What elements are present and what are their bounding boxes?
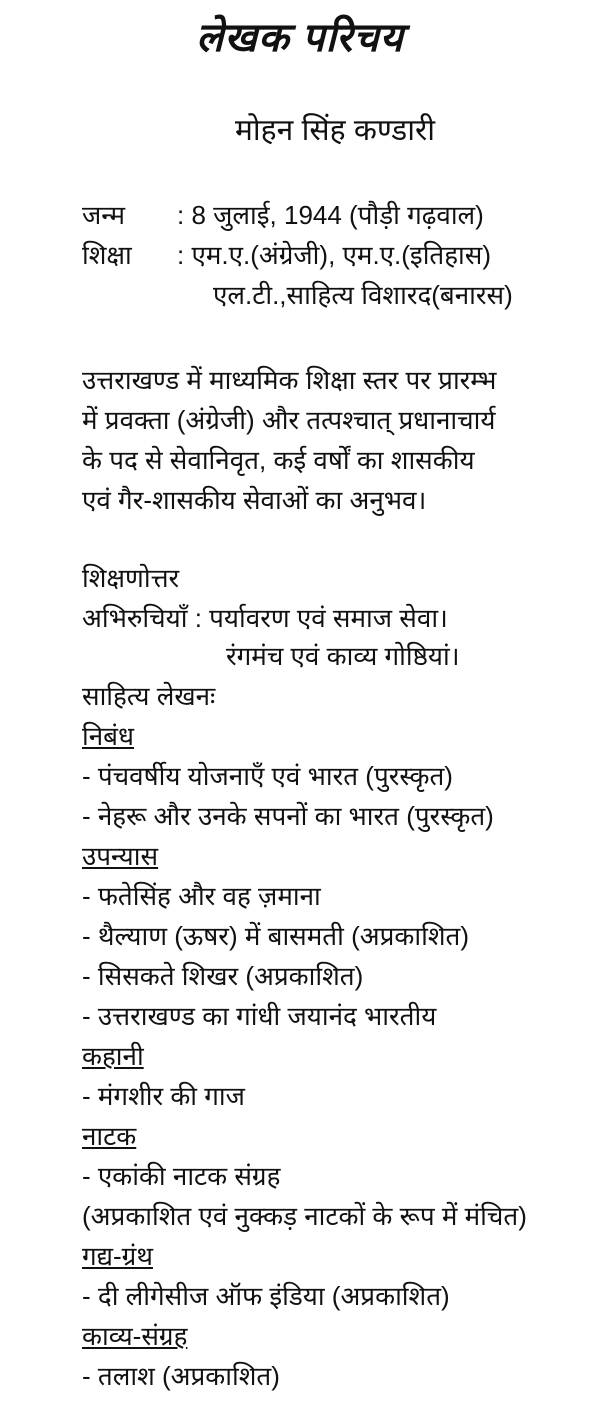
section-item: - तलाश (अप्रकाशित)	[82, 1361, 280, 1391]
post-education-label: शिक्षणोत्तर	[82, 563, 180, 593]
bio-line: में प्रवक्ता (अंग्रेजी) और तत्पश्चात् प्रधानाचार्य	[82, 405, 496, 435]
writing-heading: साहित्य लेखनः	[82, 681, 216, 711]
section-item: - थैल्याण (ऊषर) में बासमती (अप्रकाशित)	[82, 921, 469, 951]
bio-line: उत्तराखण्ड में माध्यमिक शिक्षा स्तर पर प्रारम्भ	[82, 365, 497, 395]
education-value-2: एल.टी.,साहित्य विशारद(बनारस)	[213, 280, 513, 310]
birth-label: जन्म	[82, 200, 126, 230]
interests-row	[82, 598, 448, 638]
bio-line: के पद से सेवानिवृत, कई वर्षों का शासकीय	[82, 445, 475, 475]
birth-row	[82, 195, 484, 235]
section-heading: काव्य-संग्रह	[82, 1321, 188, 1351]
section-heading: उपन्यास	[82, 841, 159, 871]
author-name: मोहन सिंह कण्डारी	[234, 114, 436, 147]
section-item: - पंचवर्षीय योजनाएँ एवं भारत (पुरस्कृत)	[82, 761, 453, 791]
section-item: - उत्तराखण्ड का गांधी जयानंद भारतीय	[82, 1001, 437, 1031]
section-heading: निबंध	[82, 721, 135, 751]
section-heading: गद्य-ग्रंथ	[82, 1241, 153, 1271]
interests-value: : पर्यावरण एवं समाज सेवा।	[194, 603, 448, 633]
section-item: - फतेसिंह और वह ज़माना	[82, 881, 321, 911]
section-item: (अप्रकाशित एवं नुक्कड़ नाटकों के रूप में मंचित)	[82, 1201, 527, 1231]
section-item: - मंगशीर की गाज	[82, 1081, 245, 1111]
education-row	[82, 235, 491, 275]
section-item: - नेहरू और उनके सपनों का भारत (पुरस्कृत)	[82, 801, 494, 831]
section-item: - दी लीगेसीज ऑफ इंडिया (अप्रकाशित)	[82, 1281, 450, 1311]
section-heading: कहानी	[82, 1041, 144, 1071]
education-label: शिक्षा	[82, 240, 132, 270]
interests-label: अभिरुचियाँ	[82, 603, 188, 633]
bio-line: एवं गैर-शासकीय सेवाओं का अनुभव।	[82, 485, 427, 515]
section-item: - सिसकते शिखर (अप्रकाशित)	[82, 961, 364, 991]
education-value: : एम.ए.(अंग्रेजी), एम.ए.(इतिहास)	[177, 240, 492, 270]
interests-value-2: रंगमंच एवं काव्य गोष्ठियां।	[226, 641, 460, 671]
birth-value: : 8 जुलाई, 1944 (पौड़ी गढ़वाल)	[177, 200, 484, 230]
section-heading: नाटक	[82, 1121, 137, 1151]
section-item: - एकांकी नाटक संग्रह	[82, 1161, 281, 1191]
page-title: लेखक परिचय	[196, 16, 404, 60]
